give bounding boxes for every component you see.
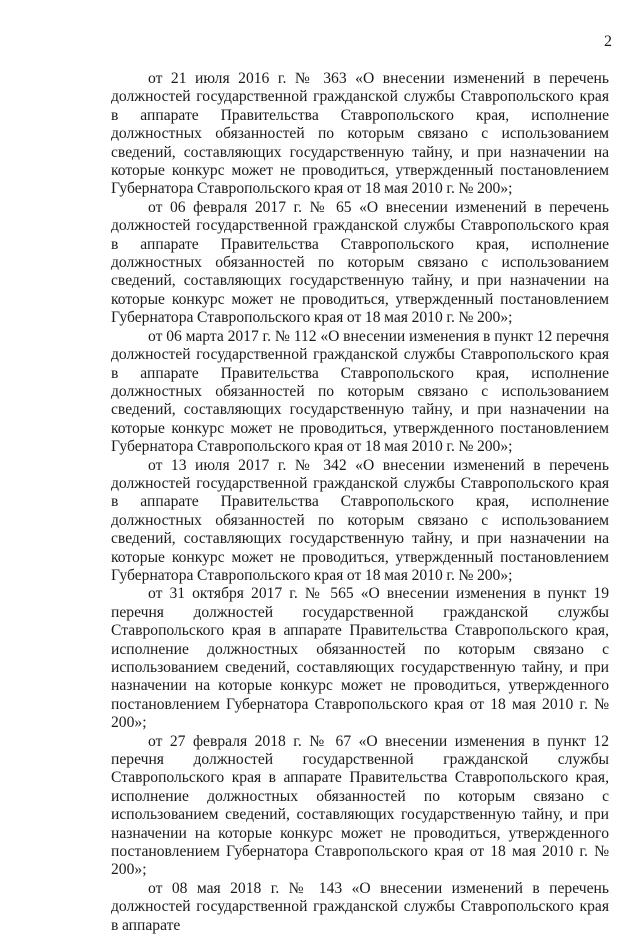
list-item: от 27 февраля 2018 г. № 67 «О внесении изменения в пункт 12 перечня должностей государственной гражданской службы Ставропольского края в аппарате Правительства Ставропольского края, исполнение должностных обязанностей по которым связано с использованием сведений, составляющих государственную тайну, и при назначении на которые конкурс может не проводиться, утвержденного постановлением Губернатора Ставропольского края от 18 мая 2010 г. № 200»; <box>111 732 609 879</box>
list-item: от 13 июля 2017 г. № 342 «О внесении изменений в перечень должностей государственной гражданской службы Ставропольского края в аппарате Правительства Ставропольского края, исполнение должностных обязанностей по которым связано с использованием сведений, составляющих государственную тайну, и при назначении на которые конкурс может не проводиться, утвержденный постановлением Губернатора Ставропольского края от 18 мая 2010 г. № 200»; <box>111 456 609 584</box>
page-number: 2 <box>604 33 612 50</box>
list-item: от 06 марта 2017 г. № 112 «О внесении изменения в пункт 12 перечня должностей государственной гражданской службы Ставропольского края в аппарате Правительства Ставропольского края, исполнение должностных обязанностей по которым связано с использованием сведений, составляющих государственную тайну, и при назначении на которые конкурс может не проводиться, утвержденного постановлением Губернатора Ставропольского края от 18 мая 2010 г. № 200»; <box>111 327 609 456</box>
document-body <box>111 70 609 935</box>
list-item: от 06 февраля 2017 г. № 65 «О внесении изменений в перечень должностей государственной гражданской службы Ставропольского края в аппарате Правительства Ставропольского края, исполнение должностных обязанностей по которым связано с использованием сведений, составляющих государственную тайну, и при назначении на которые конкурс может не проводиться, утвержденный постановлением Губернатора Ставропольского края от 18 мая 2010 г. № 200»; <box>111 198 609 327</box>
list-item: от 31 октября 2017 г. № 565 «О внесении изменения в пункт 19 перечня должностей государственной гражданской службы Ставропольского края в аппарате Правительства Ставропольского края, исполнение должностных обязанностей по которым связано с использованием сведений, составляющих государственную тайну, и при назначении на которые конкурс может не проводиться, утвержденного постановлением Губернатора Ставропольского края от 18 мая 2010 г. № 200»; <box>111 585 609 732</box>
list-item: от 08 мая 2018 г. № 143 «О внесении изменений в перечень должностей государственной гражданской службы Ставропольского края в аппарате <box>111 879 609 934</box>
list-item: от 21 июля 2016 г. № 363 «О внесении изменений в перечень должностей государственной гражданской службы Ставропольского края в аппарате Правительства Ставропольского края, исполнение должностных обязанностей по которым связано с использованием сведений, составляющих государственную тайну, и при назначении на которые конкурс может не проводиться, утвержденный постановлением Губернатора Ставропольского края от 18 мая 2010 г. № 200»; <box>111 70 609 198</box>
